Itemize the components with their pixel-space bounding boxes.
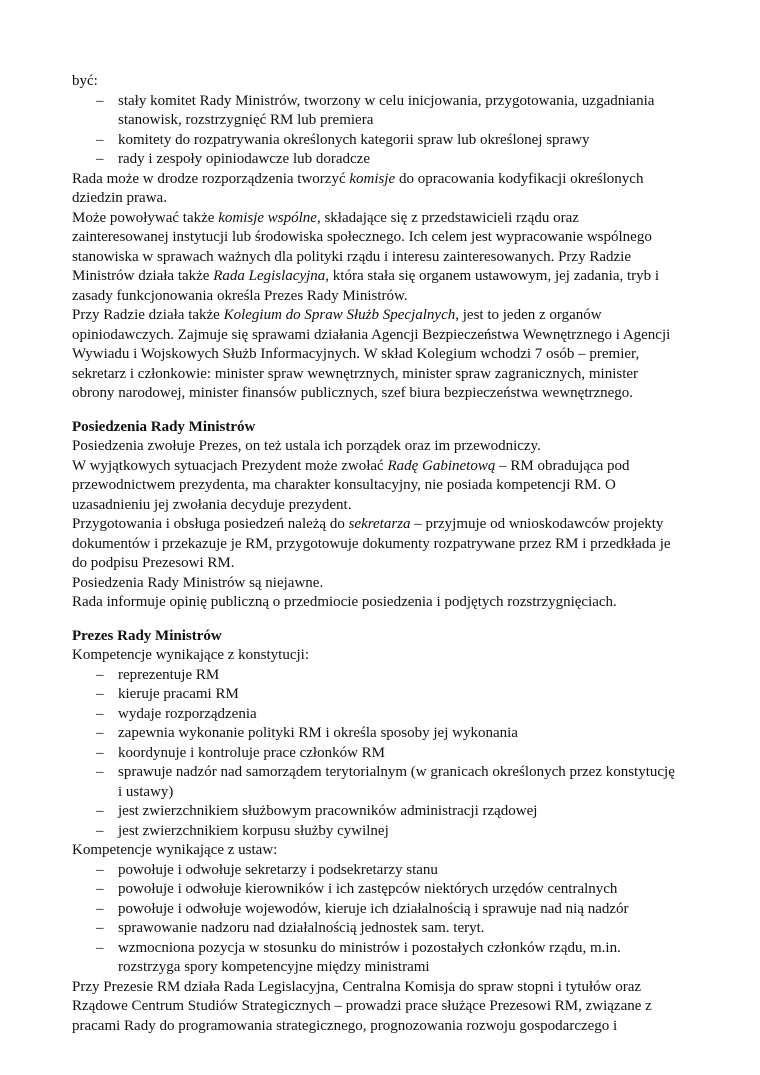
text-line <box>72 306 712 326</box>
text-segment: Przygotowania i obsługa posiedzeń należą do <box>72 516 349 532</box>
list-item-line <box>72 705 712 725</box>
text-segment: rozstrzyga spory kompetencyjne między ministrami <box>118 959 430 975</box>
text-segment: powołuje i odwołuje sekretarzy i podsekretarzy stanu <box>118 861 438 878</box>
text-line <box>72 437 712 457</box>
text-segment: , która stała się organem ustawowym, jej zadania, tryb i <box>325 268 660 284</box>
text-segment: stały komitet Rady Ministrów, tworzony w celu inicjowania, przygotowania, uzgadniania <box>118 92 655 109</box>
text-line <box>72 496 712 516</box>
section-heading <box>72 418 712 438</box>
text-segment: Przy Prezesie RM działa Rada Legislacyjna, Centralna Komisja do spraw stopni i tytułów oraz <box>72 978 642 995</box>
text-line <box>72 326 712 346</box>
list-item-line <box>72 685 712 705</box>
text-line <box>72 535 712 555</box>
paragraph-gap <box>72 613 712 627</box>
text-line <box>72 978 712 998</box>
text-line <box>72 170 712 190</box>
list-item-line <box>72 666 712 686</box>
text-line <box>72 287 712 307</box>
text-segment: Wywiadu i Wojskowych Służb Informacyjnych. W skład Kolegium wchodzi 7 osób – premier, <box>72 346 640 362</box>
bullet-dash-icon: – <box>96 744 104 761</box>
emphasized-term: komisje wspólne <box>218 209 317 226</box>
bullet-dash-icon: – <box>96 764 104 780</box>
emphasized-term: sekretarza <box>348 516 411 532</box>
text-segment: obrony narodowej, minister finansów publicznych, szef biura bezpieczeństwa wewnętrznego. <box>72 385 634 401</box>
bullet-dash-icon: – <box>96 725 104 741</box>
list-item-line <box>72 724 712 744</box>
text-segment: sekretarz i członkowie: minister spraw wewnętrznych, minister spraw zagranicznych, minister <box>72 365 639 382</box>
text-segment: W wyjątkowych sytuacjach Prezydent może zwołać <box>72 457 388 474</box>
text-line <box>72 209 712 229</box>
text-segment: opiniodawczych. Zajmuje się sprawami działania Agencji Bezpieczeństwa Wewnętrznego i Agencji <box>72 326 671 343</box>
text-line <box>72 345 712 365</box>
text-segment: uzasadnieniu jej zwołania decyduje prezydent. <box>72 496 352 513</box>
text-segment: wzmocniona pozycja w stosunku do ministrów i pozostałych członków rządu, m.in. <box>118 939 621 956</box>
emphasized-term: Radę Gabinetową <box>387 457 496 474</box>
text-segment: być: <box>72 73 98 89</box>
bullet-dash-icon: – <box>96 861 104 878</box>
bullet-dash-icon: – <box>96 881 104 897</box>
section-heading <box>72 627 712 647</box>
list-item-line <box>72 92 712 112</box>
text-segment: Posiedzenia Rady Ministrów są niejawne. <box>72 574 324 591</box>
bullet-dash-icon: – <box>96 939 104 956</box>
text-segment: dziedzin prawa. <box>72 190 167 206</box>
text-segment: zasady funkcjonowania określa Prezes Rady Ministrów. <box>72 287 408 304</box>
text-segment: przewodnictwem prezydenta, ma charakter konsultacyjny, nie posiada kompetencji RM. O <box>72 477 616 493</box>
text-segment: Rada informuje opinię publiczną o przedmiocie posiedzenia i podjętych rozstrzygnięciach. <box>72 594 617 610</box>
text-segment: Kompetencje wynikające z konstytucji: <box>72 647 310 663</box>
text-segment: pracami Rady do programowania strategicznego, prognozowania rozwoju gospodarczego i <box>72 1017 618 1034</box>
list-item-line <box>72 880 712 900</box>
text-segment: kieruje pracami RM <box>118 686 239 702</box>
text-segment: do opracowania kodyfikacji określonych <box>395 170 644 187</box>
bullet-dash-icon: – <box>96 920 104 936</box>
text-segment: jest zwierzchnikiem służbowym pracowników administracji rządowej <box>118 803 538 819</box>
text-segment: , składające się z przedstawicieli rządu oraz <box>316 209 579 226</box>
bullet-dash-icon: – <box>96 705 104 722</box>
list-item-line <box>72 861 712 881</box>
text-segment: stanowisk, rozstrzygnięć RM lub premiera <box>118 112 374 128</box>
bullet-dash-icon: – <box>96 686 104 702</box>
bullet-dash-icon: – <box>96 822 104 839</box>
text-line <box>72 646 712 666</box>
text-segment: sprawowanie nadzoru nad działalnością jednostek sam. teryt. <box>118 920 485 936</box>
text-line <box>72 593 712 613</box>
text-line <box>72 72 712 92</box>
text-line <box>72 554 712 574</box>
bullet-dash-icon: – <box>96 92 104 109</box>
text-line <box>72 365 712 385</box>
list-item-line <box>72 802 712 822</box>
text-segment: Kompetencje wynikające z ustaw: <box>72 842 278 858</box>
text-segment: powołuje i odwołuje wojewodów, kieruje ich działalnością i sprawuje nad nią nadzór <box>118 900 629 917</box>
text-line <box>72 476 712 496</box>
text-segment: Rada może w drodze rozporządzenia tworzyć <box>72 170 350 187</box>
list-item-line <box>72 744 712 764</box>
list-item-line <box>72 958 712 978</box>
text-line <box>72 997 712 1017</box>
list-item-line <box>72 822 712 842</box>
list-item-line <box>72 783 712 803</box>
text-segment: stanowiska w sprawach ważnych dla polityki rządu i interesu zainteresowanych. Przy Radzie <box>72 248 631 265</box>
text-segment: do podpisu Prezesowi RM. <box>72 555 235 571</box>
text-line <box>72 384 712 404</box>
bullet-dash-icon: – <box>96 666 104 683</box>
text-line <box>72 574 712 594</box>
bullet-dash-icon: – <box>96 803 104 819</box>
list-item-line <box>72 939 712 959</box>
text-segment: Może powoływać także <box>72 209 219 226</box>
paragraph-gap <box>72 404 712 418</box>
text-segment: powołuje i odwołuje kierowników i ich zastępców niektórych urzędów centralnych <box>118 881 618 897</box>
text-segment: – przyjmuje od wnioskodawców projekty <box>410 516 664 532</box>
text-line <box>72 841 712 861</box>
text-segment: Posiedzenia zwołuje Prezes, on też ustala ich porządek oraz im przewodniczy. <box>72 438 541 454</box>
text-segment: Ministrów działa także <box>72 268 214 284</box>
text-segment: komitety do rozpatrywania określonych kategorii spraw lub określonej sprawy <box>118 131 590 148</box>
text-segment: koordynuje i kontroluje prace członków RM <box>118 744 386 761</box>
text-segment: sprawuje nadzór nad samorządem terytorialnym (w granicach określonych przez konstytucję <box>118 764 675 780</box>
text-segment: wydaje rozporządzenia <box>118 705 257 722</box>
text-line <box>72 228 712 248</box>
text-segment: – RM obradująca pod <box>495 457 630 474</box>
text-segment: Rządowe Centrum Studiów Strategicznych – prowadzi prace służące Prezesowi RM, związane z <box>72 998 652 1014</box>
list-item-line <box>72 111 712 131</box>
text-segment: dokumentów i przekazuje je RM, przygotowuje dokumenty rozpatrywane przez RM i przedkłada je <box>72 535 671 552</box>
text-segment: rady i zespoły opiniodawcze lub doradcze <box>118 151 370 167</box>
bullet-dash-icon: – <box>96 131 104 148</box>
list-item-line <box>72 131 712 151</box>
emphasized-term: Kolegium do Spraw Służb Specjalnych <box>223 307 456 323</box>
text-segment: reprezentuje RM <box>118 666 220 683</box>
text-line <box>72 189 712 209</box>
bullet-dash-icon: – <box>96 900 104 917</box>
text-line <box>72 515 712 535</box>
bullet-dash-icon: – <box>96 151 104 167</box>
text-line <box>72 457 712 477</box>
text-segment: Przy Radzie działa także <box>72 307 224 323</box>
text-line <box>72 248 712 268</box>
text-line <box>72 267 712 287</box>
text-segment: , jest to jeden z organów <box>455 307 602 323</box>
text-line <box>72 1017 712 1037</box>
emphasized-term: komisje <box>349 170 396 187</box>
document-page <box>72 72 712 1036</box>
text-segment: Posiedzenia Rady Ministrów <box>72 418 256 435</box>
text-segment: Prezes Rady Ministrów <box>72 627 222 644</box>
text-segment: jest zwierzchnikiem korpusu służby cywilnej <box>118 822 389 839</box>
list-item-line <box>72 900 712 920</box>
text-segment: zainteresowanej instytucji lub środowiska społecznego. Ich celem jest wypracowanie wspólnego <box>72 229 652 245</box>
emphasized-term: Rada Legislacyjna <box>213 268 326 284</box>
text-segment: zapewnia wykonanie polityki RM i określa sposoby jej wykonania <box>118 725 518 741</box>
list-item-line <box>72 150 712 170</box>
list-item-line <box>72 763 712 783</box>
list-item-line <box>72 919 712 939</box>
text-segment: i ustawy) <box>118 783 174 800</box>
